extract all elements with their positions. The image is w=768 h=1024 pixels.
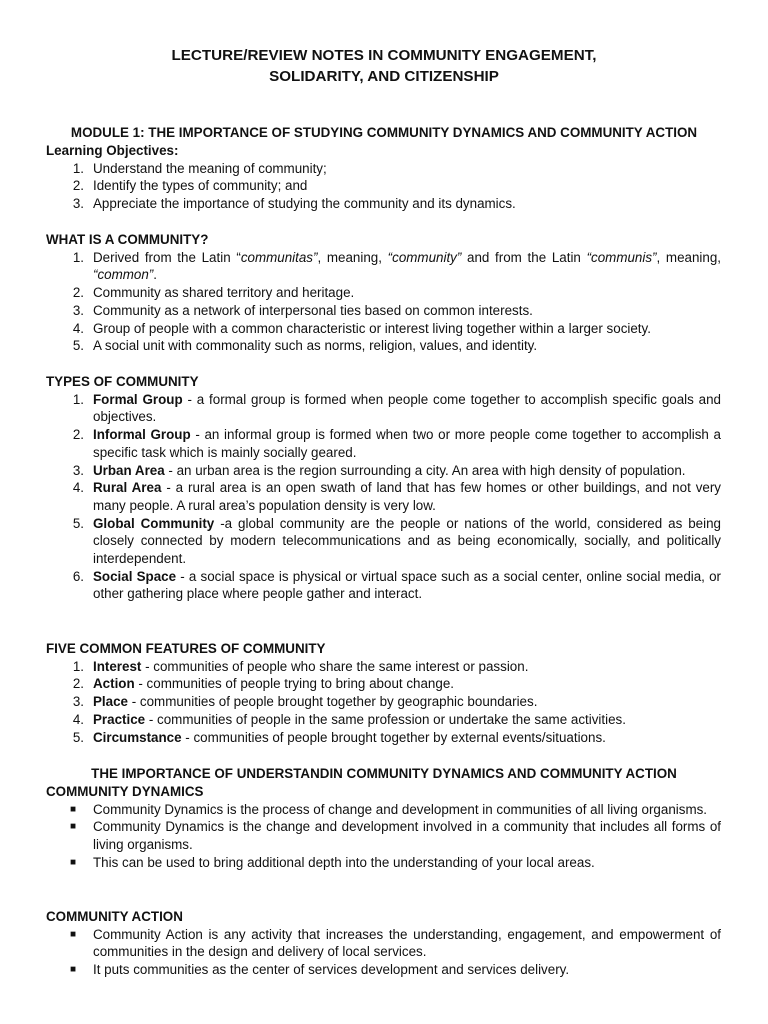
types-of-community-section <box>46 373 721 603</box>
action-bullet: ■ It puts communities as the center of services development and services delivery. <box>70 962 570 978</box>
feature-item: 5. Circumstance - communities of people brought together by external events/situations. <box>72 729 606 745</box>
common-features-section <box>46 640 721 746</box>
type-item: 5. Global Community -a global community are the people or nations of the world, considered as being closely connected by modern telecommunications and as being economically, socially, and politically interdependent. <box>72 515 721 567</box>
type-item: 3. Urban Area - an urban area is the region surrounding a city. An area with high density of population. <box>72 462 686 478</box>
community-action-section <box>46 908 721 979</box>
feature-item: 2. Action - communities of people trying to bring about change. <box>72 676 454 692</box>
learning-objectives-section <box>46 142 721 213</box>
section-heading: FIVE COMMON FEATURES OF COMMUNITY <box>46 641 326 656</box>
square-bullet-icon: ■ <box>70 803 77 815</box>
dynamics-bullet: ■ Community Dynamics is the process of change and development in communities of all living organisms. <box>70 801 708 817</box>
title-line-1: LECTURE/REVIEW NOTES IN COMMUNITY ENGAGEMENT, <box>171 47 597 64</box>
type-item: 1. Formal Group - a formal group is formed when people come together to accomplish specific goals and objectives. <box>72 391 722 425</box>
square-bullet-icon: ■ <box>70 928 77 940</box>
feature-item: 4. Practice - communities of people in the same profession or undertake the same activities. <box>72 711 626 727</box>
feature-item: 1. Interest - communities of people who share the same interest or passion. <box>72 658 529 674</box>
community-dynamics-section <box>46 783 721 872</box>
objective-item: 2. Identify the types of community; and <box>72 178 308 194</box>
section-heading: TYPES OF COMMUNITY <box>46 374 199 389</box>
what-is-community-section <box>46 231 721 355</box>
definition-item: 5. A social unit with commonality such as norms, religion, values, and identity. <box>72 338 538 354</box>
square-bullet-icon: ■ <box>70 856 77 868</box>
objective-item: 3. Appreciate the importance of studying the community and its dynamics. <box>72 196 516 212</box>
square-bullet-icon: ■ <box>70 821 77 833</box>
feature-item: 3. Place - communities of people brought together by geographic boundaries. <box>72 694 538 710</box>
module-heading: MODULE 1: THE IMPORTANCE OF STUDYING COMMUNITY DYNAMICS AND COMMUNITY ACTION <box>70 125 698 140</box>
action-bullet: ■ Community Action is any activity that increases the understanding, engagement, and empowerment of communities in the design and delivery of local services. <box>70 926 721 960</box>
type-item: 4. Rural Area - a rural area is an open swath of land that has few homes or other buildings, and not very many people. A rural area’s population density is very low. <box>72 480 722 513</box>
learning-objectives-label: Learning Objectives: <box>46 143 179 158</box>
definition-item: 4. Group of people with a common characteristic or interest living together within a larger society. <box>72 320 651 336</box>
definition-item: 2. Community as shared territory and heritage. <box>72 285 355 301</box>
importance-heading: THE IMPORTANCE OF UNDERSTANDIN COMMUNITY DYNAMICS AND COMMUNITY ACTION <box>91 766 677 781</box>
section-heading: COMMUNITY ACTION <box>46 909 183 924</box>
title-line-2: SOLIDARITY, AND CITIZENSHIP <box>269 67 499 85</box>
dynamics-bullet: ■ Community Dynamics is the change and development involved in a community that includes all forms of living organisms. <box>70 819 721 853</box>
section-heading: COMMUNITY DYNAMICS <box>46 784 204 799</box>
square-bullet-icon: ■ <box>70 964 77 976</box>
objective-item: 1. Understand the meaning of community; <box>72 160 327 176</box>
document-title <box>0 46 768 87</box>
definition-item: 3. Community as a network of interpersonal ties based on common interests. <box>72 302 533 318</box>
definition-item: 1. Derived from the Latin “communitas”, meaning, “community” and from the Latin “communis”, meaning, “common”. <box>72 249 721 283</box>
section-heading: WHAT IS A COMMUNITY? <box>46 232 209 247</box>
type-item: 2. Informal Group - an informal group is formed when two or more people come together to accomplish a specific task which is mainly socially geared. <box>72 427 721 460</box>
type-item: 6. Social Space - a social space is physical or virtual space such as a social center, online social media, or other gathering place where people gather and interact. <box>72 568 721 602</box>
dynamics-bullet: ■ This can be used to bring additional depth into the understanding of your local areas. <box>70 854 595 870</box>
